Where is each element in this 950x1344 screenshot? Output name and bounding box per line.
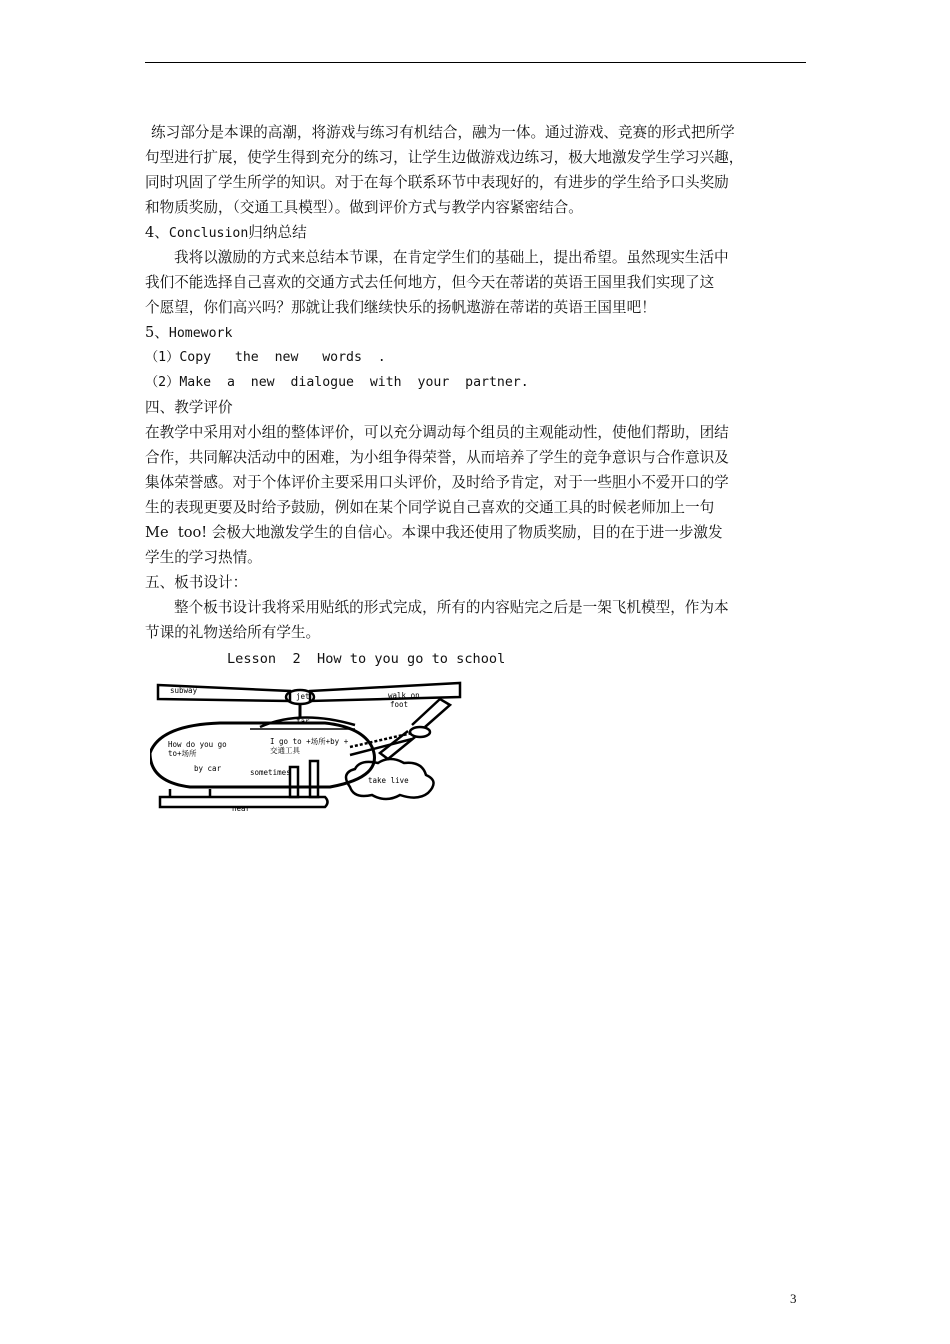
label-igo: I go to +场所+by + (270, 737, 349, 746)
paragraph-line: 句型进行扩展，使学生得到充分的练习，让学生边做游戏边练习，极大地激发学生学习兴趣， (145, 149, 744, 166)
label-howdo: How do you go (168, 740, 227, 749)
paragraph-line: 集体荣誉感。对于个体评价主要采用口头评价，及时给予肯定，对于一些胆小不爱开口的学 (145, 474, 729, 491)
document-body (145, 120, 806, 645)
board-title: Lesson 2 How to you go to school (227, 651, 506, 667)
section-heading-board-design: 五、板书设计： (145, 574, 248, 591)
section-number: 4、 (145, 224, 169, 241)
header-rule (145, 62, 806, 63)
paragraph-line: 合作，共同解决活动中的困难，为小组争得荣誉，从而培养了学生的竞争意识与合作意识及 (145, 449, 729, 466)
homework-item: （2）Make a new dialogue with your partner. (145, 375, 529, 390)
label-near: near (232, 804, 251, 813)
label-sometimes: sometimes (250, 768, 291, 777)
label-jet: jet (296, 692, 310, 701)
section-heading-homework (145, 320, 806, 345)
paragraph-line: 同时巩固了学生所学的知识。对于在每个联系环节中表现好的，有进步的学生给予口头奖励 (145, 174, 729, 191)
label-bycar: by car (194, 764, 222, 773)
label-subway: subway (170, 686, 198, 695)
paragraph-line: 我们不能选择自己喜欢的交通方式去任何地方，但今天在蒂诺的英语王国里我们实现了这 (145, 274, 715, 291)
paragraph-line: 我将以激励的方式来总结本节课，在肯定学生们的基础上，提出希望。虽然现实生活中 (174, 249, 729, 266)
paragraph-line: Me too! 会极大地激发学生的自信心。本课中我还使用了物质奖励，目的在于进一步激发 (145, 524, 723, 541)
homework-item: （1）Copy the new words . (145, 350, 386, 365)
section-number: 5、 (145, 324, 169, 341)
section-title-en: Conclusion (168, 226, 249, 241)
label-takelive: take live (368, 776, 409, 785)
paragraph-line: 练习部分是本课的高潮，将游戏与练习有机结合，融为一体。通过游戏、竞赛的形式把所学 (151, 124, 735, 141)
paragraph-line: 整个板书设计我将采用贴纸的形式完成，所有的内容贴完之后是一架飞机模型，作为本 (174, 599, 729, 616)
section-title: Homework (168, 326, 233, 341)
label-to-place: to+场所 (168, 749, 197, 758)
paragraph-line: 生的表现更要及时给予鼓励，例如在某个同学说自己喜欢的交通工具的时候老师加上一句 (145, 499, 715, 516)
label-foot: foot (390, 700, 409, 709)
section-heading-evaluation: 四、教学评价 (145, 399, 233, 416)
rotor-blade-right (310, 683, 460, 701)
paragraph-line: 和物质奖励，（交通工具模型）。做到评价方式与教学内容紧密结合。 (145, 199, 583, 216)
tail-rotor-hub (410, 727, 430, 737)
paragraph-line: 个愿望，你们高兴吗？那就让我们继续快乐的扬帆遨游在蒂诺的英语王国里吧！ (145, 299, 656, 316)
label-walk: walk on (388, 691, 420, 700)
paragraph-line: 学生的学习热情。 (145, 549, 262, 566)
section-heading-conclusion (145, 220, 806, 245)
section-title-zh: 归纳总结 (248, 224, 307, 241)
paragraph-line: 在教学中采用对小组的整体评价，可以充分调动每个组员的主观能动性，使他们帮助，团结 (145, 424, 729, 441)
page-number: 3 (790, 1291, 797, 1306)
paragraph-line: 节课的礼物送给所有学生。 (145, 624, 321, 641)
label-far: far (296, 717, 310, 726)
label-transport: 交通工具 (270, 746, 300, 755)
helicopter-diagram (150, 677, 462, 813)
